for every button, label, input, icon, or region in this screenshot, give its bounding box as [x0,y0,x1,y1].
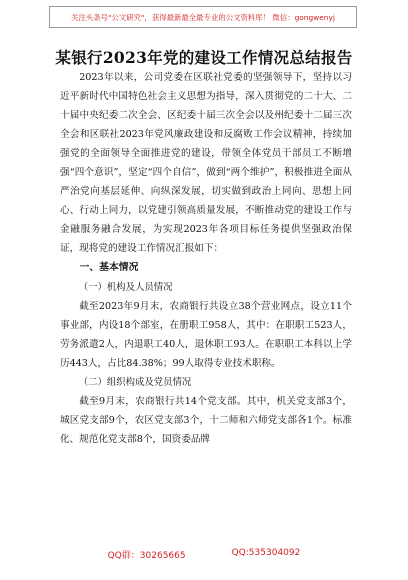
footer-qq: QQ:535304092 [231,548,301,558]
section-heading-basic-info: 一、基本情况 [79,262,139,274]
document-title: 某银行2023年党的建设工作情况总结报告 [55,48,353,67]
party-paragraph: 截至9月末，农商银行共14个党支部。其中，机关党支部3个，城区党支部9个，农区党支部3个，十二师和六师党支部各1个。标准化、规范化党支部8个，国资委品牌 [60,395,352,445]
intro-paragraph: 2023年以来，公司党委在区联社党委的坚强领导下，坚持以习近平新时代中国特色社会主义思想为指导，深入贯彻党的二十大、二十届中央纪委二次全会、区纪委十届三次全会以及州纪委十二届三次全会和区联社2023年党风廉政建设和反腐败工作会议精神，持续加强党的全面领导全面推进党的建设，带领全体党员干部员工不断增强“四个意识”，坚定“四个自信”，做到“两个维护”，积极推进全面从严治党向基层延伸、向纵深发展，切实做到政治上同向、思想上同心、行动上同力，以党建引领高质量发展，不断推动党的建设工作与金融服务融合发展，为实现2023年各项目标任务提供坚强政治保证，现将党的建设工作情况汇报如下： [60,72,352,255]
footer [0,548,408,561]
subsection-heading-party: （二）组织构成及党员情况 [78,376,192,388]
staff-paragraph: 截至2023年9月末，农商银行共设立38个营业网点，设立11个事业部，内设18个部室，在册职工958人，其中：在职职工523人，劳务派遣2人，内退职工40人，退休职工93人。在职职工本科以上学历443人，占比84.38%；99人取得专业技术职称。 [60,300,352,369]
subsection-heading-staff: （一）机构及人员情况 [78,281,173,293]
header-banner: 关注头条号"公文研究"，获得最新最全最专业的公文资料库！ 微信：gongwenyj [49,6,357,28]
document-body [60,68,352,449]
footer-qq-group: QQ群：30265665 [107,551,186,561]
